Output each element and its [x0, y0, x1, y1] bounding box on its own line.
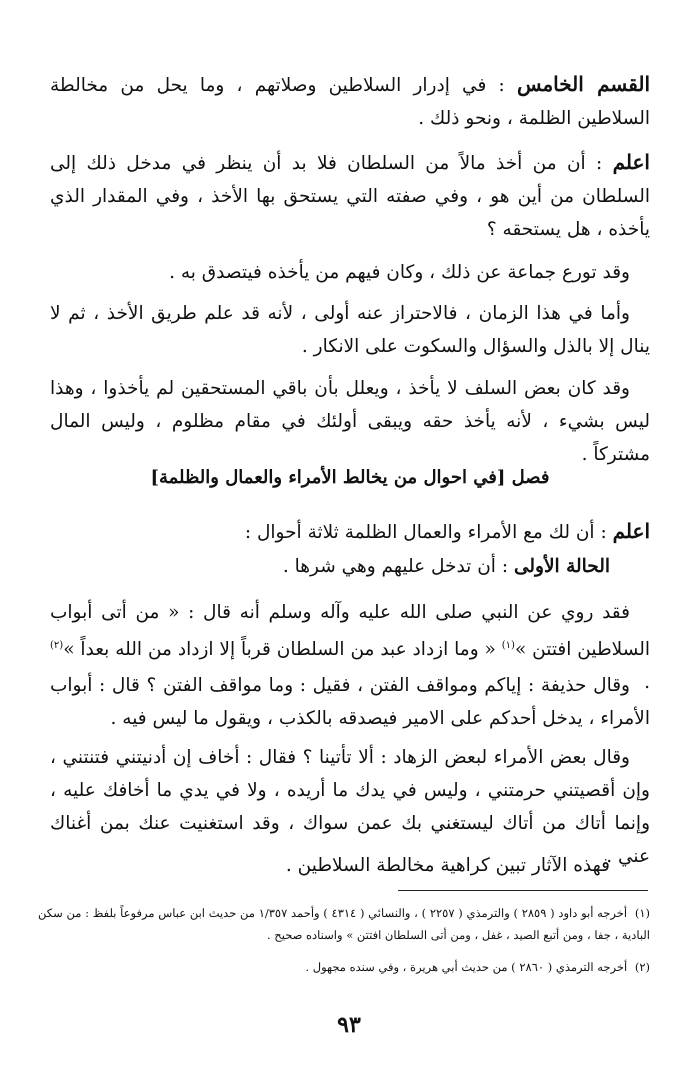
footnote-divider [398, 890, 648, 891]
fasl-label: فصل [511, 467, 550, 488]
state-one-paragraph [50, 550, 650, 583]
section-five-text: : في إدرار السلاطين وصلاتهم ، وما يحل من مخالطة السلاطين الظلمة ، ونحو ذلك . [50, 75, 650, 129]
footnote-ref-2: (٢) [50, 640, 64, 651]
hadith-end: . [644, 672, 650, 694]
know2-lead: اعلم [612, 519, 650, 543]
hadith-text-2: « وما ازداد عبد من السلطان قرباً إلا ازداد من الله بعداً » [63, 639, 502, 661]
know2-paragraph [50, 515, 650, 549]
wara-paragraph: وقد تورع جماعة عن ذلك ، وكان فيهم من يأخذه فيتصدق به . [169, 262, 630, 283]
hadith-text-1: فقد روي عن النبي صلى الله عليه وآله وسلم أنه قال : « من أتى أبواب السلاطين افتتن » [50, 602, 650, 661]
athar-paragraph: فهذه الآثار تبين كراهية مخالطة السلاطين . [285, 855, 610, 876]
footnote-2-number: (٢) [634, 960, 650, 974]
state-one-label: الحالة الأولى [513, 556, 610, 577]
footnote-2 [38, 956, 650, 978]
footnote-1-number: (١) [634, 906, 650, 920]
section-five-lead: القسم الخامس [516, 72, 651, 96]
section-heading [50, 467, 650, 488]
know-lead: اعلم [612, 150, 650, 174]
know-text: : أن من أخذ مالاً من السلطان فلا بد أن ينظر في مدخل ذلك إلى السلطان من أين هو ، وفي صفته التي يستحق بها الأخذ ، وفي المقدار الذي يأخذه ، هل يستحقه ؟ [50, 153, 650, 240]
hudhayfa-paragraph: وقال حذيفة : إياكم ومواقف الفتن ، فقيل : وما مواقف الفتن ؟ قال : أبواب الأمراء ، يدخل أحدكم على الامير فيصدقه بالكذب ، ويقول ما ليس فيه . [50, 675, 650, 729]
footnote-2-text: أخرجه الترمذي ( ٢٨٦٠ ) من حديث أبي هريرة ، وفي سنده مجهول . [305, 960, 628, 974]
footnote-1-text: أخرجه أبو داود ( ٢٨٥٩ ) والترمذي ( ٢٢٥٧ ) ، والنسائي ( ٤٣١٤ ) وأحمد ١/٣٥٧ من حديث ابن عباس مرفوعاً بلفظ : من سكن البادية ، جفا ، ومن أتبع الصيد ، غفل ، ومن أتى السلطان افتتن » واسناده صحيح . [38, 906, 650, 942]
salaf-paragraph: وقد كان بعض السلف لا يأخذ ، ويعلل بأن باقي المستحقين لم يأخذوا ، وهذا ليس بشيء ، لأنه يأخذ حقه ويبقى أولئك في مقام مظلوم ، وليس المال مشتركاً . [50, 378, 650, 465]
footnote-1 [38, 902, 650, 946]
heading-title: [في احوال من يخالط الأمراء والعمال والظلمة] [150, 467, 506, 488]
footnote-ref-1: (١) [501, 640, 515, 651]
know-paragraph [50, 146, 650, 246]
zaman-paragraph: وأما في هذا الزمان ، فالاحتراز عنه أولى ، لأنه قد علم طريق الأخذ ، ثم لا ينال إلا بالذل والسؤال والسكوت على الانكار . [50, 303, 650, 357]
zuhhad-paragraph: وقال بعض الأمراء لبعض الزهاد : ألا تأتينا ؟ فقال : أخاف إن أدنيتني فتنتني ، وإن أقصيتني حرمتني ، وليس في يدك ما أريده ، ولا في يدي ما أخافك عليه ، وإنما أتاك من أتاك ليستغني بك عمن سواك ، وقد استغنيت عنك بمن أغناك عني . [50, 747, 650, 867]
know2-text: : أن لك مع الأمراء والعمال الظلمة ثلاثة أحوال : [244, 522, 607, 543]
page-number: ٩٣ [337, 1012, 361, 1038]
state-one-text: : أن تدخل عليهم وهي شرها . [282, 556, 509, 577]
section-five-paragraph [50, 68, 650, 135]
